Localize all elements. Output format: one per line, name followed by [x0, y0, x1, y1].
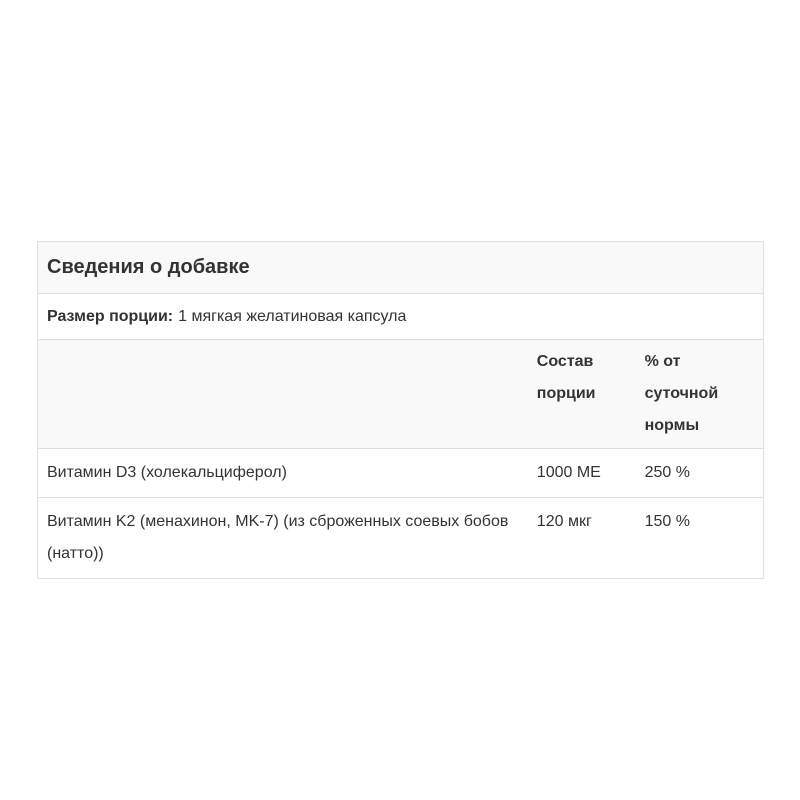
- nutrients-table: [38, 340, 763, 578]
- panel-title: Сведения о добавке: [38, 242, 763, 294]
- nutrient-name: Витамин D3 (холекальциферол): [47, 464, 287, 481]
- serving-size-value: 1 мягкая желатиновая капсула: [178, 307, 407, 325]
- supplement-facts-panel: [37, 241, 764, 579]
- table-row: [38, 498, 763, 579]
- header-amount: Состав порции: [536, 353, 596, 402]
- table-header-row: [38, 340, 763, 449]
- serving-size-row: [38, 294, 763, 340]
- serving-size-label: Размер порции:: [47, 307, 174, 325]
- nutrient-name: Витамин K2 (менахинон, MK-7) (из сброженных соевых бобов (натто)): [47, 513, 509, 562]
- header-daily-value: % от суточной нормы: [644, 353, 719, 434]
- nutrient-daily-value: 150 %: [644, 513, 690, 530]
- table-row: [38, 449, 763, 498]
- nutrient-amount: 1000 МЕ: [536, 464, 601, 481]
- nutrient-amount: 120 мкг: [536, 513, 592, 530]
- header-name: [38, 340, 537, 449]
- nutrient-daily-value: 250 %: [644, 464, 690, 481]
